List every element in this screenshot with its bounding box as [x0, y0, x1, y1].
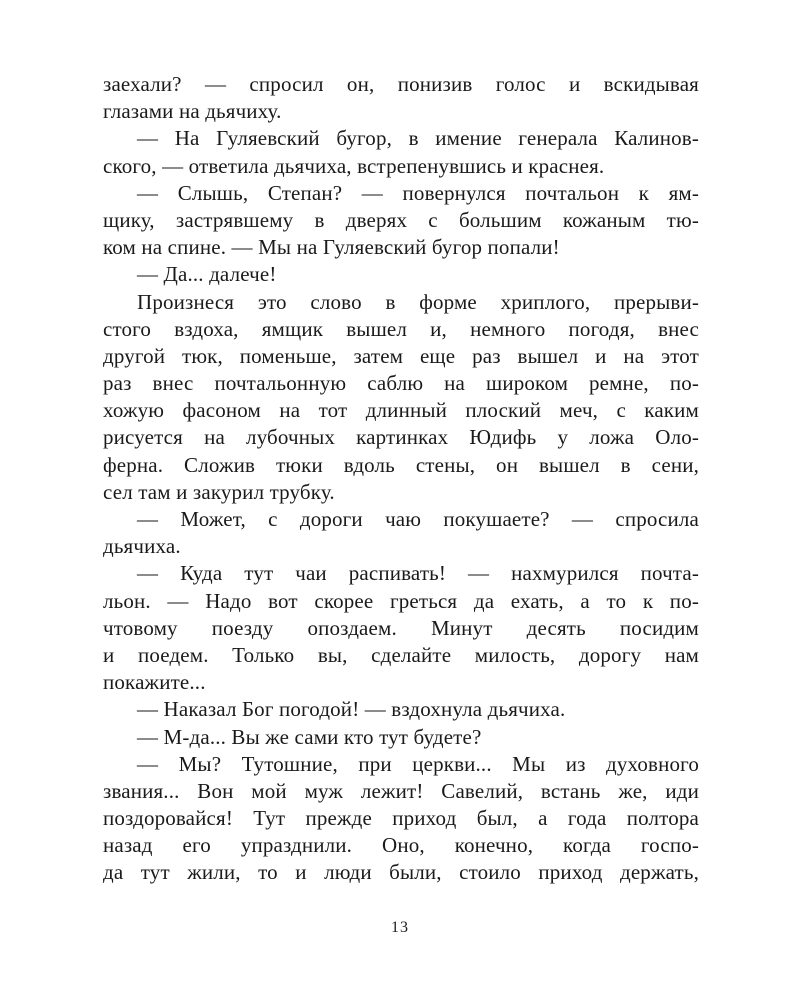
text-line: ком на спине. — Мы на Гуляевский бугор попали!	[103, 235, 560, 260]
text-line: ского, — ответила дьячиха, встрепенувшись и краснея.	[103, 153, 605, 178]
text-line: сел там и закурил трубку.	[103, 479, 335, 504]
text-line: заехали? — спросил он, понизив голос и вскидывая	[103, 72, 699, 96]
text-line: — Да... далече!	[137, 262, 277, 287]
text-line: ферна. Сложив тюки вдоль стены, он вышел в сени,	[103, 452, 699, 477]
text-line: раз внес почтальонную саблю на широком ремне, по-	[103, 371, 699, 396]
text-line: стого вздоха, ямщик вышел и, немного погодя, внес	[103, 316, 699, 341]
body-text	[103, 71, 699, 887]
text-line: чтовому поезду опоздаем. Минут десять посидим	[103, 615, 699, 640]
text-line: дьячиха.	[103, 534, 181, 559]
text-line: — Мы? Тутошние, при церкви... Мы из духовного	[137, 751, 699, 776]
text-line: звания... Вон мой муж лежит! Савелий, встань же, иди	[103, 778, 699, 803]
text-line: — На Гуляевский бугор, в имение генерала Калинов-	[137, 126, 699, 151]
text-line: другой тюк, поменьше, затем еще раз вышел и на этот	[103, 343, 699, 368]
text-line: покажите...	[103, 670, 206, 695]
text-line: щику, застрявшему в дверях с большим кожаным тю-	[103, 207, 699, 232]
page-number: 13	[391, 919, 409, 936]
text-line: хожую фасоном на тот длинный плоский меч, с каким	[103, 398, 699, 423]
text-line: — Наказал Бог погодой! — вздохнула дьячиха.	[137, 697, 566, 722]
text-line: поздоровайся! Тут прежде приход был, а года полтора	[103, 806, 699, 831]
text-line: — Может, с дороги чаю покушаете? — спросила	[137, 507, 699, 531]
text-line: и поедем. Только вы, сделайте милость, дорогу нам	[103, 642, 699, 667]
text-line: — Куда тут чаи распивать! — нахмурился почта-	[137, 561, 699, 586]
text-line: — М-да... Вы же сами кто тут будете?	[137, 724, 482, 749]
text-line: глазами на дьячиху.	[103, 99, 282, 124]
text-line: да тут жили, то и люди были, стоило приход держать,	[103, 860, 699, 885]
text-line: — Слышь, Степан? — повернулся почтальон к ям-	[137, 180, 699, 205]
text-line: назад его упразднили. Оно, конечно, когда госпо-	[103, 833, 699, 858]
text-line: Произнеся это слово в форме хриплого, прерыви-	[137, 289, 699, 314]
text-line: рисуется на лубочных картинках Юдифь у ложа Оло-	[103, 425, 699, 450]
text-line: льон. — Надо вот скорее греться да ехать, а то к по-	[103, 588, 699, 613]
